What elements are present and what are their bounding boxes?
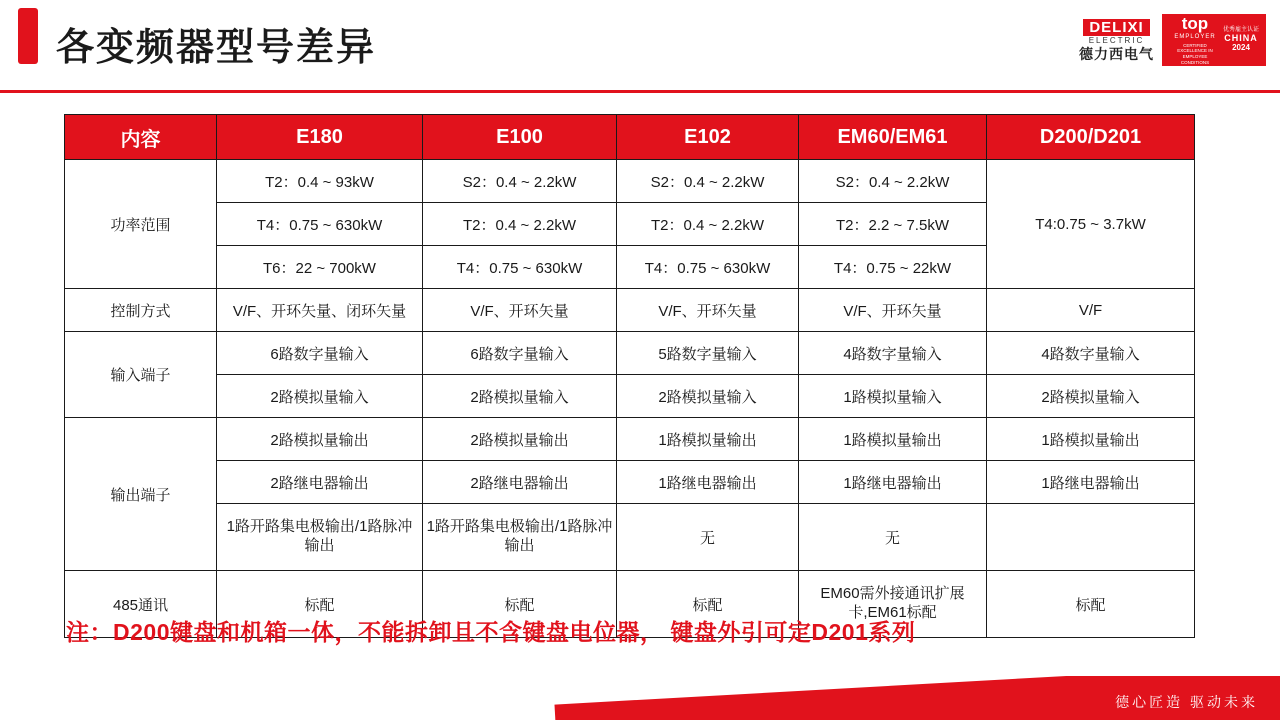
cell-control-e100: V/F、开环矢量 xyxy=(423,289,617,332)
table-col-header-5: D200/D201 xyxy=(987,115,1195,160)
delixi-logo xyxy=(1079,19,1154,62)
table-col-header-4: EM60/EM61 xyxy=(799,115,987,160)
table-row xyxy=(65,289,1195,332)
cell-input-e102-1: 5路数字量输入 xyxy=(617,332,799,375)
top-employer-region: CHINA xyxy=(1224,32,1258,43)
top-employer-badge xyxy=(1162,14,1266,66)
cell-input-e180-1: 6路数字量输入 xyxy=(217,332,423,375)
cell-output-em60-3: 无 xyxy=(799,504,987,571)
top-employer-word: top xyxy=(1181,13,1209,33)
spec-table xyxy=(64,114,1195,638)
table-row xyxy=(65,461,1195,504)
slide-header xyxy=(0,0,1280,92)
cell-power-e102-3: T4：0.75 ~ 630kW xyxy=(617,246,799,289)
cell-power-em60-2: T2：2.2 ~ 7.5kW xyxy=(799,203,987,246)
table-row xyxy=(65,504,1195,571)
row-label-power-range: 功率范围 xyxy=(65,160,217,289)
top-employer-subword: EMPLOYER xyxy=(1174,33,1216,40)
cell-output-e180-2: 2路继电器输出 xyxy=(217,461,423,504)
cell-input-em60-2: 1路模拟量输入 xyxy=(799,375,987,418)
cell-output-e102-3: 无 xyxy=(617,504,799,571)
table-col-header-1: E180 xyxy=(217,115,423,160)
top-employer-year: 2024 xyxy=(1232,42,1250,52)
cell-output-e100-1: 2路模拟量输出 xyxy=(423,418,617,461)
logo-zone xyxy=(1079,10,1266,70)
cell-power-e102-1: S2：0.4 ~ 2.2kW xyxy=(617,160,799,203)
cell-485-e100: 标配 xyxy=(423,571,617,638)
table-header-row xyxy=(65,115,1195,160)
cell-input-d200-2: 2路模拟量输入 xyxy=(987,375,1195,418)
cell-input-em60-1: 4路数字量输入 xyxy=(799,332,987,375)
table-row xyxy=(65,332,1195,375)
cell-input-e100-1: 6路数字量输入 xyxy=(423,332,617,375)
top-employer-cn: 优秀雇主认证 xyxy=(1222,27,1259,34)
cell-input-e100-2: 2路模拟量输入 xyxy=(423,375,617,418)
table-col-header-3: E102 xyxy=(617,115,799,160)
table-row xyxy=(65,375,1195,418)
cell-output-e180-3: 1路开路集电极输出/1路脉冲输出 xyxy=(217,504,423,571)
footnote-text: 注：D200键盘和机箱一体，不能拆卸且不含键盘电位器， 键盘外引可定D201系列 xyxy=(66,619,916,645)
cell-power-e102-2: T2：0.4 ~ 2.2kW xyxy=(617,203,799,246)
table-row xyxy=(65,160,1195,203)
cell-power-e180-2: T4：0.75 ~ 630kW xyxy=(217,203,423,246)
cell-power-e180-3: T6：22 ~ 700kW xyxy=(217,246,423,289)
cell-power-e180-1: T2：0.4 ~ 93kW xyxy=(217,160,423,203)
cell-power-e100-1: S2：0.4 ~ 2.2kW xyxy=(423,160,617,203)
table-col-header-2: E100 xyxy=(423,115,617,160)
cell-power-e100-2: T2：0.4 ~ 2.2kW xyxy=(423,203,617,246)
header-divider xyxy=(0,90,1280,93)
cell-output-d200-1: 1路模拟量输出 xyxy=(987,418,1195,461)
footer-band xyxy=(0,676,1280,720)
cell-output-d200-2: 1路继电器输出 xyxy=(987,461,1195,504)
row-label-485-comm: 485通讯 xyxy=(65,571,217,638)
cell-output-em60-1: 1路模拟量输出 xyxy=(799,418,987,461)
cell-input-d200-1: 4路数字量输入 xyxy=(987,332,1195,375)
cell-output-e102-2: 1路继电器输出 xyxy=(617,461,799,504)
cell-power-d200: T4:0.75 ~ 3.7kW xyxy=(987,160,1195,289)
cell-output-e100-3: 1路开路集电极输出/1路脉冲输出 xyxy=(423,504,617,571)
cell-control-em60: V/F、开环矢量 xyxy=(799,289,987,332)
cell-input-e180-2: 2路模拟量输入 xyxy=(217,375,423,418)
row-label-input-terminals: 输入端子 xyxy=(65,332,217,418)
cell-output-em60-2: 1路继电器输出 xyxy=(799,461,987,504)
cell-control-e180: V/F、开环矢量、闭环矢量 xyxy=(217,289,423,332)
cell-power-e100-3: T4：0.75 ~ 630kW xyxy=(423,246,617,289)
delixi-logo-en-sub: ELECTRIC xyxy=(1088,36,1145,46)
cell-control-e102: V/F、开环矢量 xyxy=(617,289,799,332)
cell-power-em60-1: S2：0.4 ~ 2.2kW xyxy=(799,160,987,203)
delixi-logo-en: DELIXI xyxy=(1083,19,1149,37)
cell-output-e100-2: 2路继电器输出 xyxy=(423,461,617,504)
cell-output-e180-1: 2路模拟量输出 xyxy=(217,418,423,461)
cell-control-d200: V/F xyxy=(987,289,1195,332)
cell-485-d200: 标配 xyxy=(987,571,1195,638)
cell-485-e180: 标配 xyxy=(217,571,423,638)
delixi-logo-cn: 德力西电气 xyxy=(1079,45,1154,62)
footer-slogan: 德心匠造 驱动未来 xyxy=(1115,694,1258,710)
cell-output-e102-1: 1路模拟量输出 xyxy=(617,418,799,461)
page-title: 各变频器型号差异 xyxy=(56,27,377,69)
top-employer-left xyxy=(1169,15,1221,66)
top-employer-note: CERTIFIED EXCELLENCE IN EMPLOYEE CONDITIONS xyxy=(1177,42,1213,65)
title-accent-marker xyxy=(18,8,38,64)
top-employer-right xyxy=(1223,27,1259,52)
row-label-output-terminals: 输出端子 xyxy=(65,418,217,571)
row-label-control-mode: 控制方式 xyxy=(65,289,217,332)
cell-input-e102-2: 2路模拟量输入 xyxy=(617,375,799,418)
table-col-header-0: 内容 xyxy=(65,115,217,160)
cell-485-e102: 标配 xyxy=(617,571,799,638)
spec-table-wrap xyxy=(64,114,1194,638)
cell-485-em60: EM60需外接通讯扩展卡,EM61标配 xyxy=(799,571,987,638)
table-row xyxy=(65,418,1195,461)
cell-output-d200-3 xyxy=(987,504,1195,571)
cell-power-em60-3: T4：0.75 ~ 22kW xyxy=(799,246,987,289)
